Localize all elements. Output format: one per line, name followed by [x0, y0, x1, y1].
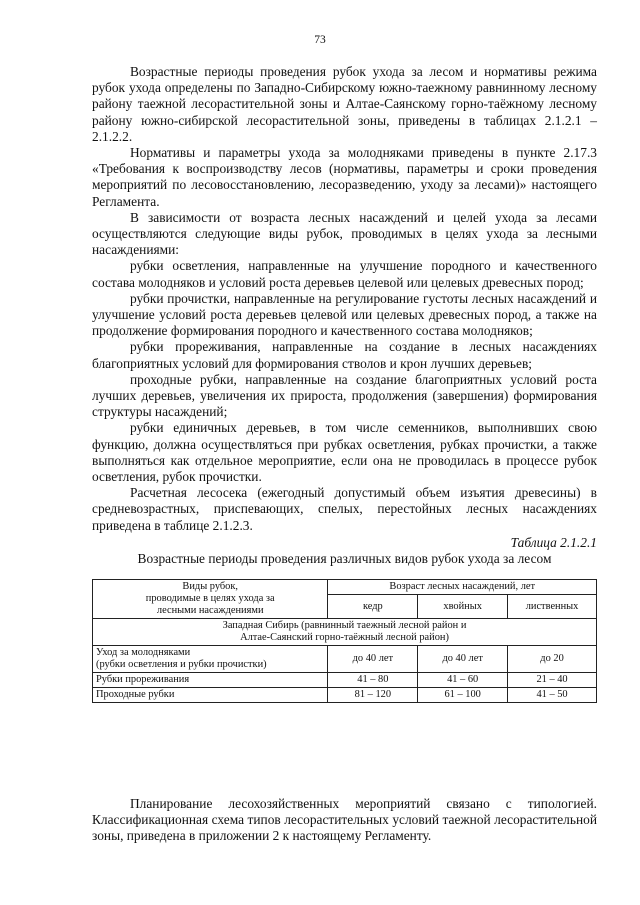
table-row [93, 646, 597, 673]
table-row [93, 673, 597, 688]
cell-value: 61 – 100 [418, 688, 508, 703]
cell-value: 41 – 80 [328, 673, 418, 688]
page-number: 73 [314, 34, 326, 46]
row-kind-passage: Проходные рубки [93, 688, 328, 703]
paragraph-young-stands-norms: Нормативы и параметры ухода за молодняками приведены в пункте 2.17.3 «Требования к воспроизводству лесов (нормативы, параметры и сроки проведения мероприятий по лесовосстановлению, лесоразведению, уходу за лесами)» настоящего Регламента. [92, 145, 597, 209]
header-column-deciduous: лиственных [508, 595, 597, 619]
region-caption [93, 619, 597, 646]
row-kind-thinning: Рубки прореживания [93, 673, 328, 688]
table-header-row [93, 580, 597, 595]
paragraph-single-tree-cuttings: рубки единичных деревьев, в том числе семенников, выполнивших свою функцию, должна осуществляться при рубках осветления, рубках прочистки, а также выполняться как отдельное мероприятие, если она не проводилась в процессе рубок осветления, рубок прочистки. [92, 420, 597, 485]
paragraph-typology-planning: Планирование лесохозяйственных мероприятий связано с типологией. Классификационная схема типов лесорастительных условий таежной лесорастительной зоны, приведена в приложении 2 к настоящему Регламенту. [92, 796, 597, 844]
table-region-row [93, 619, 597, 646]
paragraph-thinning-cuttings: рубки прореживания, направленные на создание в лесных насаждениях благоприятных условий для формирования стволов и крон лучших деревьев; [92, 339, 597, 371]
table-number: Таблица 2.1.2.1 [510, 534, 597, 550]
paragraph-clearing-cuttings: рубки осветления, направленные на улучшение породного и качественного состава молодняков и условий роста деревьев целевой или целевых древесных пород; [92, 258, 597, 290]
body-text [92, 64, 597, 703]
cell-value: 41 – 60 [418, 673, 508, 688]
header-cutting-kind [93, 580, 328, 619]
region-caption-text: Западная Сибирь (равнинный таежный лесной район и Алтае-Саянский горно-таёжный лесной район) [222, 620, 467, 644]
cell-value: до 40 лет [328, 646, 418, 673]
closing-text [92, 796, 597, 845]
header-stand-age: Возраст лесных насаждений, лет [328, 580, 597, 595]
paragraph-age-periods: Возрастные периоды проведения рубок ухода за лесом и нормативы режима рубок ухода определены по Западно-Сибирскому южно-таежному равнинному лесному району таежной лесорастительной зоны и Алтае-Саянскому горно-таёжному лесному району южно-сибирской лесорастительной зоны, приведены в таблицах 2.1.2.1 – 2.1.2.2. [92, 64, 597, 144]
table-row [93, 688, 597, 703]
row-kind-young-stands [93, 646, 328, 673]
age-periods-table [92, 579, 597, 703]
header-column-coniferous: хвойных [418, 595, 508, 619]
paragraph-allowable-cut: Расчетная лесосека (ежегодный допустимый объем изъятия древесины) в средневозрастных, приспевающих, спелых, перестойных лесных насаждениях приведена в таблице 2.1.2.3. [92, 485, 597, 533]
paragraph-cutting-types-intro: В зависимости от возраста лесных насаждений и целей ухода за лесами осуществляются следующие виды рубок, проводимых в целях ухода за лесными насаждениями: [92, 209, 597, 258]
table-title: Возрастные периоды проведения различных видов рубок ухода за лесом [137, 551, 552, 567]
header-cutting-kind-text: Виды рубок, проводимые в целях ухода за лесными насаждениями [145, 581, 275, 617]
header-column-cedar: кедр [328, 595, 418, 619]
cell-value: до 40 лет [418, 646, 508, 673]
cell-value: 21 – 40 [508, 673, 597, 688]
row-kind-young-stands-text: Уход за молодняками (рубки осветления и рубки прочистки) [96, 647, 267, 671]
paragraph-cleaning-cuttings: рубки прочистки, направленные на регулирование густоты лесных насаждений и улучшение условий роста деревьев целевой или целевых древесных пород, а также на продолжение формирования породного и качественного состава молодняков; [92, 290, 597, 339]
cell-value: 81 – 120 [328, 688, 418, 703]
cell-value: до 20 [508, 646, 597, 673]
cell-value: 41 – 50 [508, 688, 597, 703]
paragraph-passage-cuttings: проходные рубки, направленные на создание благоприятных условий роста лучших деревьев, увеличения их прироста, продолжения (завершения) формирования структуры насаждений; [92, 371, 597, 420]
